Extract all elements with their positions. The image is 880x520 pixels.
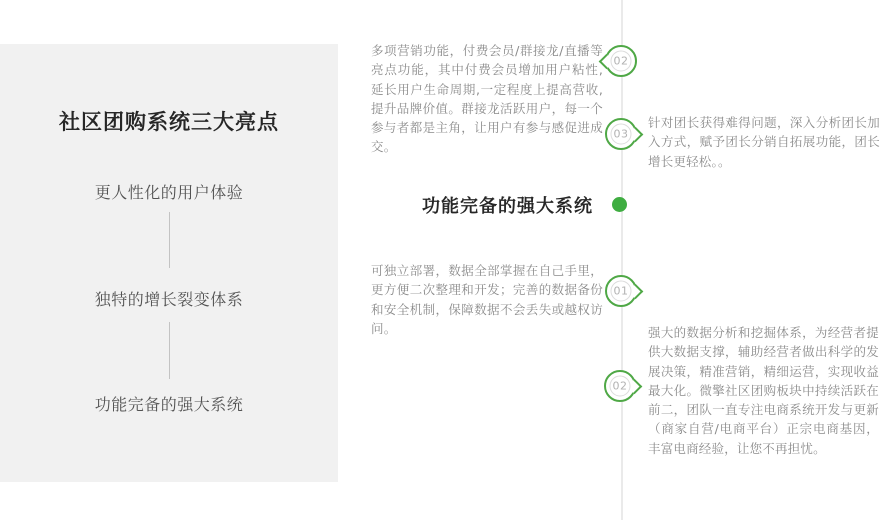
timeline-line bbox=[621, 0, 623, 520]
panel-title: 社区团购系统三大亮点 bbox=[59, 110, 279, 134]
timeline-paragraph: 强大的数据分析和挖掘体系，为经营者提供大数据支撑，辅助经营者做出科学的发展决策，精准营销，精细运营，实现收益最大化。微擎社区团购板块中持续活跃在前二，团队一直专注电商系统开发与更新（商家自营/电商平台）正宗电商基因，丰富电商经验，让您不再担忧。 bbox=[648, 325, 879, 456]
timeline-dot-icon bbox=[612, 197, 627, 212]
timeline-node-01 bbox=[605, 275, 637, 307]
timeline-node-03 bbox=[605, 118, 637, 150]
timeline-paragraph: 多项营销功能，付费会员/群接龙/直播等亮点功能，其中付费会员增加用户粘性,延长用户生命周期,一定程度上提高营收,提升品牌价值。群接龙活跃用户，每一个参与者都是主角，让用户有参与感促进成交。 bbox=[371, 43, 603, 155]
node-number: 03 bbox=[611, 124, 632, 145]
item-connector-line bbox=[169, 212, 170, 268]
highlight-item-3: 功能完备的强大系统 bbox=[94, 395, 244, 414]
highlights-panel bbox=[0, 44, 338, 482]
timeline-paragraph: 针对团长获得难得问题，深入分析团长加入方式，赋予团长分销自拓展功能，团长增长更轻松。。 bbox=[648, 115, 880, 169]
node-number: 01 bbox=[611, 281, 632, 302]
highlight-item-2: 独特的增长裂变体系 bbox=[94, 290, 244, 309]
timeline-paragraph: 可独立部署，数据全部掌握在自己手里，更方便二次整理和开发；完善的数据备份 和安全机制，保障数据不会丢失或越权访问。 bbox=[371, 263, 603, 336]
node-number: 02 bbox=[611, 51, 632, 72]
item-connector-line bbox=[169, 322, 170, 379]
highlight-item-1: 更人性化的用户体验 bbox=[94, 183, 244, 202]
node-number: 02 bbox=[610, 376, 631, 397]
timeline-node-02-bottom bbox=[604, 370, 636, 402]
timeline-node-02 bbox=[605, 45, 637, 77]
section-heading: 功能完备的强大系统 bbox=[422, 196, 593, 217]
